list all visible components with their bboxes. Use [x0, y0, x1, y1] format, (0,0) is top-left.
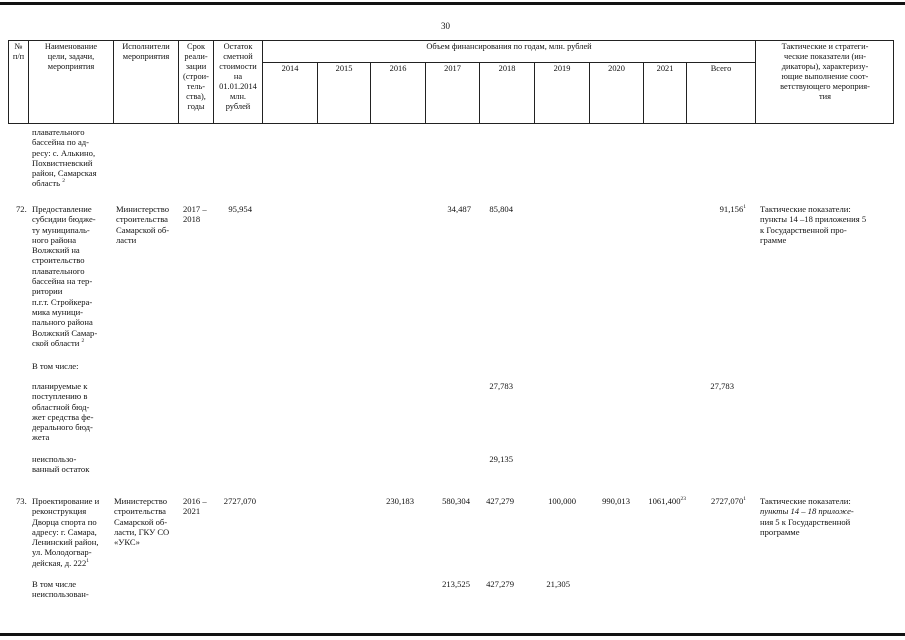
- header-text: цели, задачи,: [47, 52, 95, 61]
- row72-2018: 85,804: [489, 204, 513, 214]
- cell-text: 2727,070: [711, 496, 744, 506]
- header-text: тия: [819, 92, 831, 101]
- header-text: зации: [185, 62, 207, 71]
- cell-text: грамме: [760, 234, 787, 245]
- row73-2019: 100,000: [548, 496, 576, 506]
- cell-text: ресу: с. Алькино,: [32, 147, 96, 158]
- row73-sub-name: [32, 579, 89, 600]
- row73-2021: [636, 496, 686, 506]
- row72-total: [700, 204, 746, 214]
- cell-text: реконструкция: [32, 506, 87, 517]
- header-term: [179, 42, 213, 112]
- cell-text: пункты 14 –18 приложения 5: [760, 214, 867, 225]
- cell-text: Волжский Самар-: [32, 327, 98, 338]
- cell-text: строительство: [32, 255, 85, 266]
- cell-text: ту муниципаль-: [32, 224, 90, 235]
- cell-text: ласти: [116, 234, 137, 245]
- cell-text: плавательного: [32, 265, 85, 276]
- header-text: на: [233, 72, 243, 81]
- row72-sub1-total: 27,783: [710, 381, 734, 391]
- cell-text: жета: [32, 432, 50, 443]
- cell-text: адресу: г. Самара,: [32, 526, 97, 537]
- cell-text: Дворца спорта по: [32, 516, 97, 527]
- header-year-2018: 2018: [498, 64, 516, 73]
- cell-text: ния 5 к Государственной: [760, 516, 851, 527]
- header-indicators: [756, 42, 894, 102]
- row73-total: [694, 496, 746, 506]
- header-text: Срок: [186, 42, 206, 51]
- row73-sub-2017: 213,525: [442, 579, 470, 589]
- row72-including-label: В том числе:: [32, 361, 79, 371]
- header-text: (строи-: [183, 72, 209, 81]
- cell-text: строительства: [116, 214, 168, 225]
- row73-sub-2018: 427,279: [486, 579, 514, 589]
- row72-sub2-2018: 29,135: [489, 454, 513, 464]
- header-text: Остаток: [223, 42, 253, 51]
- header-text: ческие показатели (ин-: [783, 52, 867, 61]
- cell-text: Самарской об-: [114, 516, 168, 527]
- cell-text: Министерство: [114, 496, 167, 506]
- header-year-2015: 2015: [335, 64, 353, 73]
- cell-text: ской области: [32, 337, 80, 348]
- row72-2017: 34,487: [447, 204, 471, 214]
- footnote-mark: 1: [86, 557, 90, 564]
- header-text: млн.: [229, 92, 247, 101]
- header-text: Тактические и стратеги-: [781, 42, 869, 51]
- cell-text: поступлению в: [32, 391, 88, 402]
- row73-remaining-cost: 2727,070: [223, 496, 256, 506]
- cell-text: «УКС»: [114, 537, 140, 548]
- cell-text: планируемые к: [32, 381, 88, 391]
- header-text: годы: [187, 102, 205, 111]
- row73-number: 73.: [16, 496, 27, 506]
- cell-text: 2018: [183, 214, 201, 225]
- row72-sub1-name: [32, 381, 93, 443]
- header-financing: Объем финансирования по годам, млн. рублей: [426, 42, 592, 51]
- cell-text: жет средства фе-: [32, 411, 94, 422]
- cell-text: п.г.т. Стройкера-: [32, 296, 93, 307]
- row73-name: [32, 496, 99, 568]
- header-text: рублей: [225, 102, 251, 111]
- bottom-rule: [0, 633, 905, 636]
- cell-text: Проектирование и: [32, 496, 100, 506]
- row72-sub2-name: [32, 454, 89, 475]
- header-year-2020: 2020: [608, 64, 625, 73]
- cell-text: бассейна на тер-: [32, 276, 93, 287]
- header-text: реали-: [184, 52, 208, 61]
- cell-text: район, Самарская: [32, 168, 97, 179]
- cell-text: плавательного: [32, 127, 85, 137]
- header-text: 01.01.2014: [219, 82, 257, 91]
- header-text: мероприятия: [122, 52, 170, 61]
- row72-executor: [116, 204, 169, 245]
- header-text: Исполнители: [122, 42, 170, 51]
- cell-text: областной бюд-: [32, 401, 90, 412]
- cell-text: 1061,400: [648, 496, 681, 506]
- header-name: [29, 42, 113, 72]
- header-executors: [114, 42, 178, 62]
- footnote-mark: 1: [743, 496, 746, 503]
- row73-sub-2019: 21,305: [546, 579, 570, 589]
- header-year-2021: 2021: [656, 64, 674, 73]
- cell-text: ванный остаток: [32, 464, 90, 475]
- cell-text: ул. Молодогвар-: [32, 547, 92, 558]
- cell-text: дейская, д. 222: [32, 557, 87, 568]
- cell-text: Самарской об-: [116, 224, 170, 235]
- header-text: ветствующего мероприя-: [780, 82, 870, 91]
- cell-text: бассейна по ад-: [32, 137, 89, 148]
- header-text: сметной: [223, 52, 253, 61]
- header-year-2014: 2014: [281, 64, 299, 73]
- cell-text: ритории: [32, 286, 63, 297]
- cell-text: 91,156: [719, 204, 744, 214]
- footnote-mark: 23: [680, 496, 686, 503]
- cell-text: пального района: [32, 317, 93, 328]
- row73-executor: [114, 496, 169, 547]
- row73-indicators: [760, 496, 854, 537]
- header-text: ющие выполнение соот-: [781, 72, 869, 81]
- header-year-2016: 2016: [389, 64, 407, 73]
- row72-number: 72.: [16, 204, 27, 214]
- cell-text: неиспользован-: [32, 589, 89, 600]
- cell-text: Ленинский район,: [32, 537, 99, 548]
- continuation-name: [32, 127, 97, 189]
- header-text: тель-: [186, 82, 206, 91]
- header-text: стоимости: [219, 62, 257, 71]
- row72-name: [32, 204, 97, 348]
- row73-2020: 990,013: [602, 496, 630, 506]
- header-year-2017: 2017: [444, 64, 461, 73]
- header-text: мероприятия: [47, 62, 95, 71]
- cell-text: [32, 178, 97, 188]
- footnote-mark: 2: [62, 178, 65, 185]
- header-year-2019: 2019: [553, 64, 571, 73]
- row73-2016: 230,183: [386, 496, 414, 506]
- page-number: 30: [441, 21, 450, 31]
- cell-text: В том числе: [32, 579, 77, 589]
- row73-term: [183, 496, 207, 517]
- cell-text: ласти, ГКУ СО: [114, 526, 170, 537]
- cell-text: дерального бюд-: [32, 422, 93, 433]
- cell-text: Похвистневский: [32, 157, 93, 168]
- cell-text: ного района: [32, 234, 77, 245]
- cell-text: строительства: [114, 506, 166, 517]
- row73-2018: 427,279: [486, 496, 514, 506]
- cell-text: 2021: [183, 506, 201, 517]
- row73-2017: 580,304: [442, 496, 470, 506]
- row72-sub1-2018: 27,783: [489, 381, 513, 391]
- col-divider: [262, 40, 263, 124]
- header-text: п/п: [12, 52, 25, 61]
- cell-text: Предоставление: [32, 204, 92, 214]
- cell-text: Министерство: [116, 204, 169, 214]
- footnote-mark: 1: [743, 204, 746, 211]
- header-num: [9, 42, 28, 62]
- cell-text: [32, 558, 99, 568]
- row72-term: [183, 204, 207, 225]
- cell-text: к Государственной про-: [760, 224, 847, 235]
- cell-text: Волжский на: [32, 245, 80, 256]
- header-text: ства),: [186, 92, 206, 101]
- financing-divider: [262, 62, 755, 63]
- cell-text: область: [32, 178, 61, 189]
- cell-text: программе: [760, 526, 800, 537]
- cell-text: Тактические показатели:: [760, 496, 851, 506]
- row72-remaining-cost: 95,954: [228, 204, 252, 214]
- cell-text: неиспользо-: [32, 454, 77, 464]
- cell-text: 2017 –: [183, 204, 207, 214]
- cell-text: пункты 14 – 18 приложе-: [760, 506, 854, 517]
- row72-indicators: [760, 204, 866, 245]
- header-text: №: [14, 42, 23, 51]
- cell-text: 2016 –: [183, 496, 207, 506]
- cell-text: субсидии бюдже-: [32, 214, 96, 225]
- cell-text: мика муници-: [32, 306, 84, 317]
- header-text: дикаторы), характеризу-: [781, 62, 869, 71]
- cell-text: [32, 338, 97, 348]
- header-total: Всего: [710, 64, 732, 73]
- cell-text: Тактические показатели:: [760, 204, 851, 214]
- header-text: Наименование: [44, 42, 98, 51]
- top-rule: [0, 2, 905, 5]
- footnote-mark: 2: [81, 338, 85, 344]
- header-remaining-cost: [214, 42, 262, 112]
